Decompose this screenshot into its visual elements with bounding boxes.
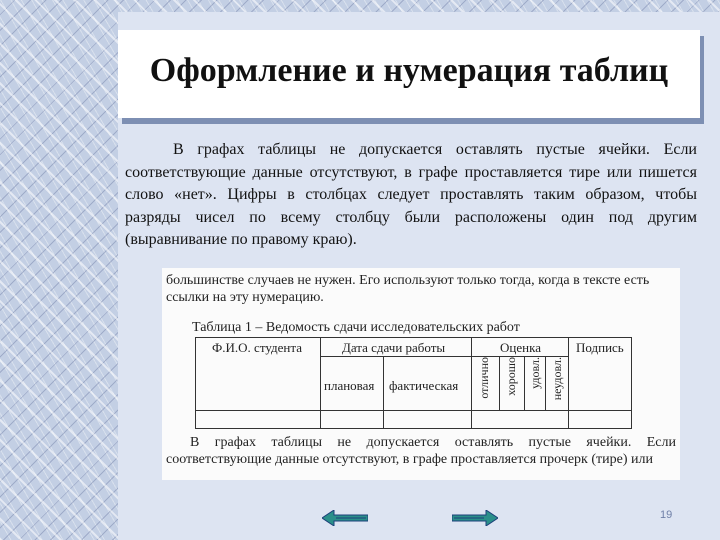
header-excellent: отлично (477, 357, 491, 399)
table-caption: Таблица 1 – Ведомость сдачи исследовательских работ (192, 320, 520, 335)
slide-title: Оформление и нумерация таблиц (149, 52, 669, 89)
table-divider (383, 356, 384, 428)
arrow-left-icon (322, 510, 368, 526)
table-divider (320, 338, 321, 428)
header-date: Дата сдачи работы (342, 340, 446, 355)
body-paragraph: В графах таблицы не допускается оставлять пустые ячейки. Если соответствующие данные отсутствуют, в графе проставляется тире или пишется слово «нет». Цифры в столбцах следует проставлять таким образом, чтобы разряды чисел по всему столбцу были расположены один под другим (выравнивание по правому краю). (125, 141, 697, 248)
sample-table (195, 337, 632, 429)
table-divider (471, 338, 472, 428)
header-fio: Ф.И.О. студента (212, 340, 302, 355)
scan-bottom-text: В графах таблицы не допускается оставлять пустые ячейки. Если соответствующие данные отсутствуют, в графе проставляется прочерк (тире) или (166, 435, 676, 467)
page-number: 19 (660, 509, 673, 521)
header-unsatisfactory: неудовл. (550, 357, 564, 401)
arrow-right-icon (452, 510, 498, 526)
header-signature: Подпись (576, 340, 624, 355)
table-divider (524, 356, 525, 410)
header-good: хорошо (504, 357, 518, 396)
table-divider (196, 410, 631, 411)
header-planned: плановая (324, 378, 375, 393)
scanned-table-image (162, 268, 680, 480)
header-actual: фактическая (389, 378, 459, 393)
prev-slide-button[interactable] (322, 510, 368, 526)
header-grade: Оценка (500, 340, 541, 355)
table-divider (545, 356, 546, 410)
scan-top-text: большинстве случаев не нужен. Его используют только тогда, когда в тексте есть ссылки на эту нумерацию. (166, 273, 650, 305)
header-satisfactory: удовл. (528, 357, 542, 389)
table-divider (499, 356, 500, 410)
next-slide-button[interactable] (452, 510, 498, 526)
table-divider (568, 338, 569, 428)
title-box (118, 30, 700, 118)
